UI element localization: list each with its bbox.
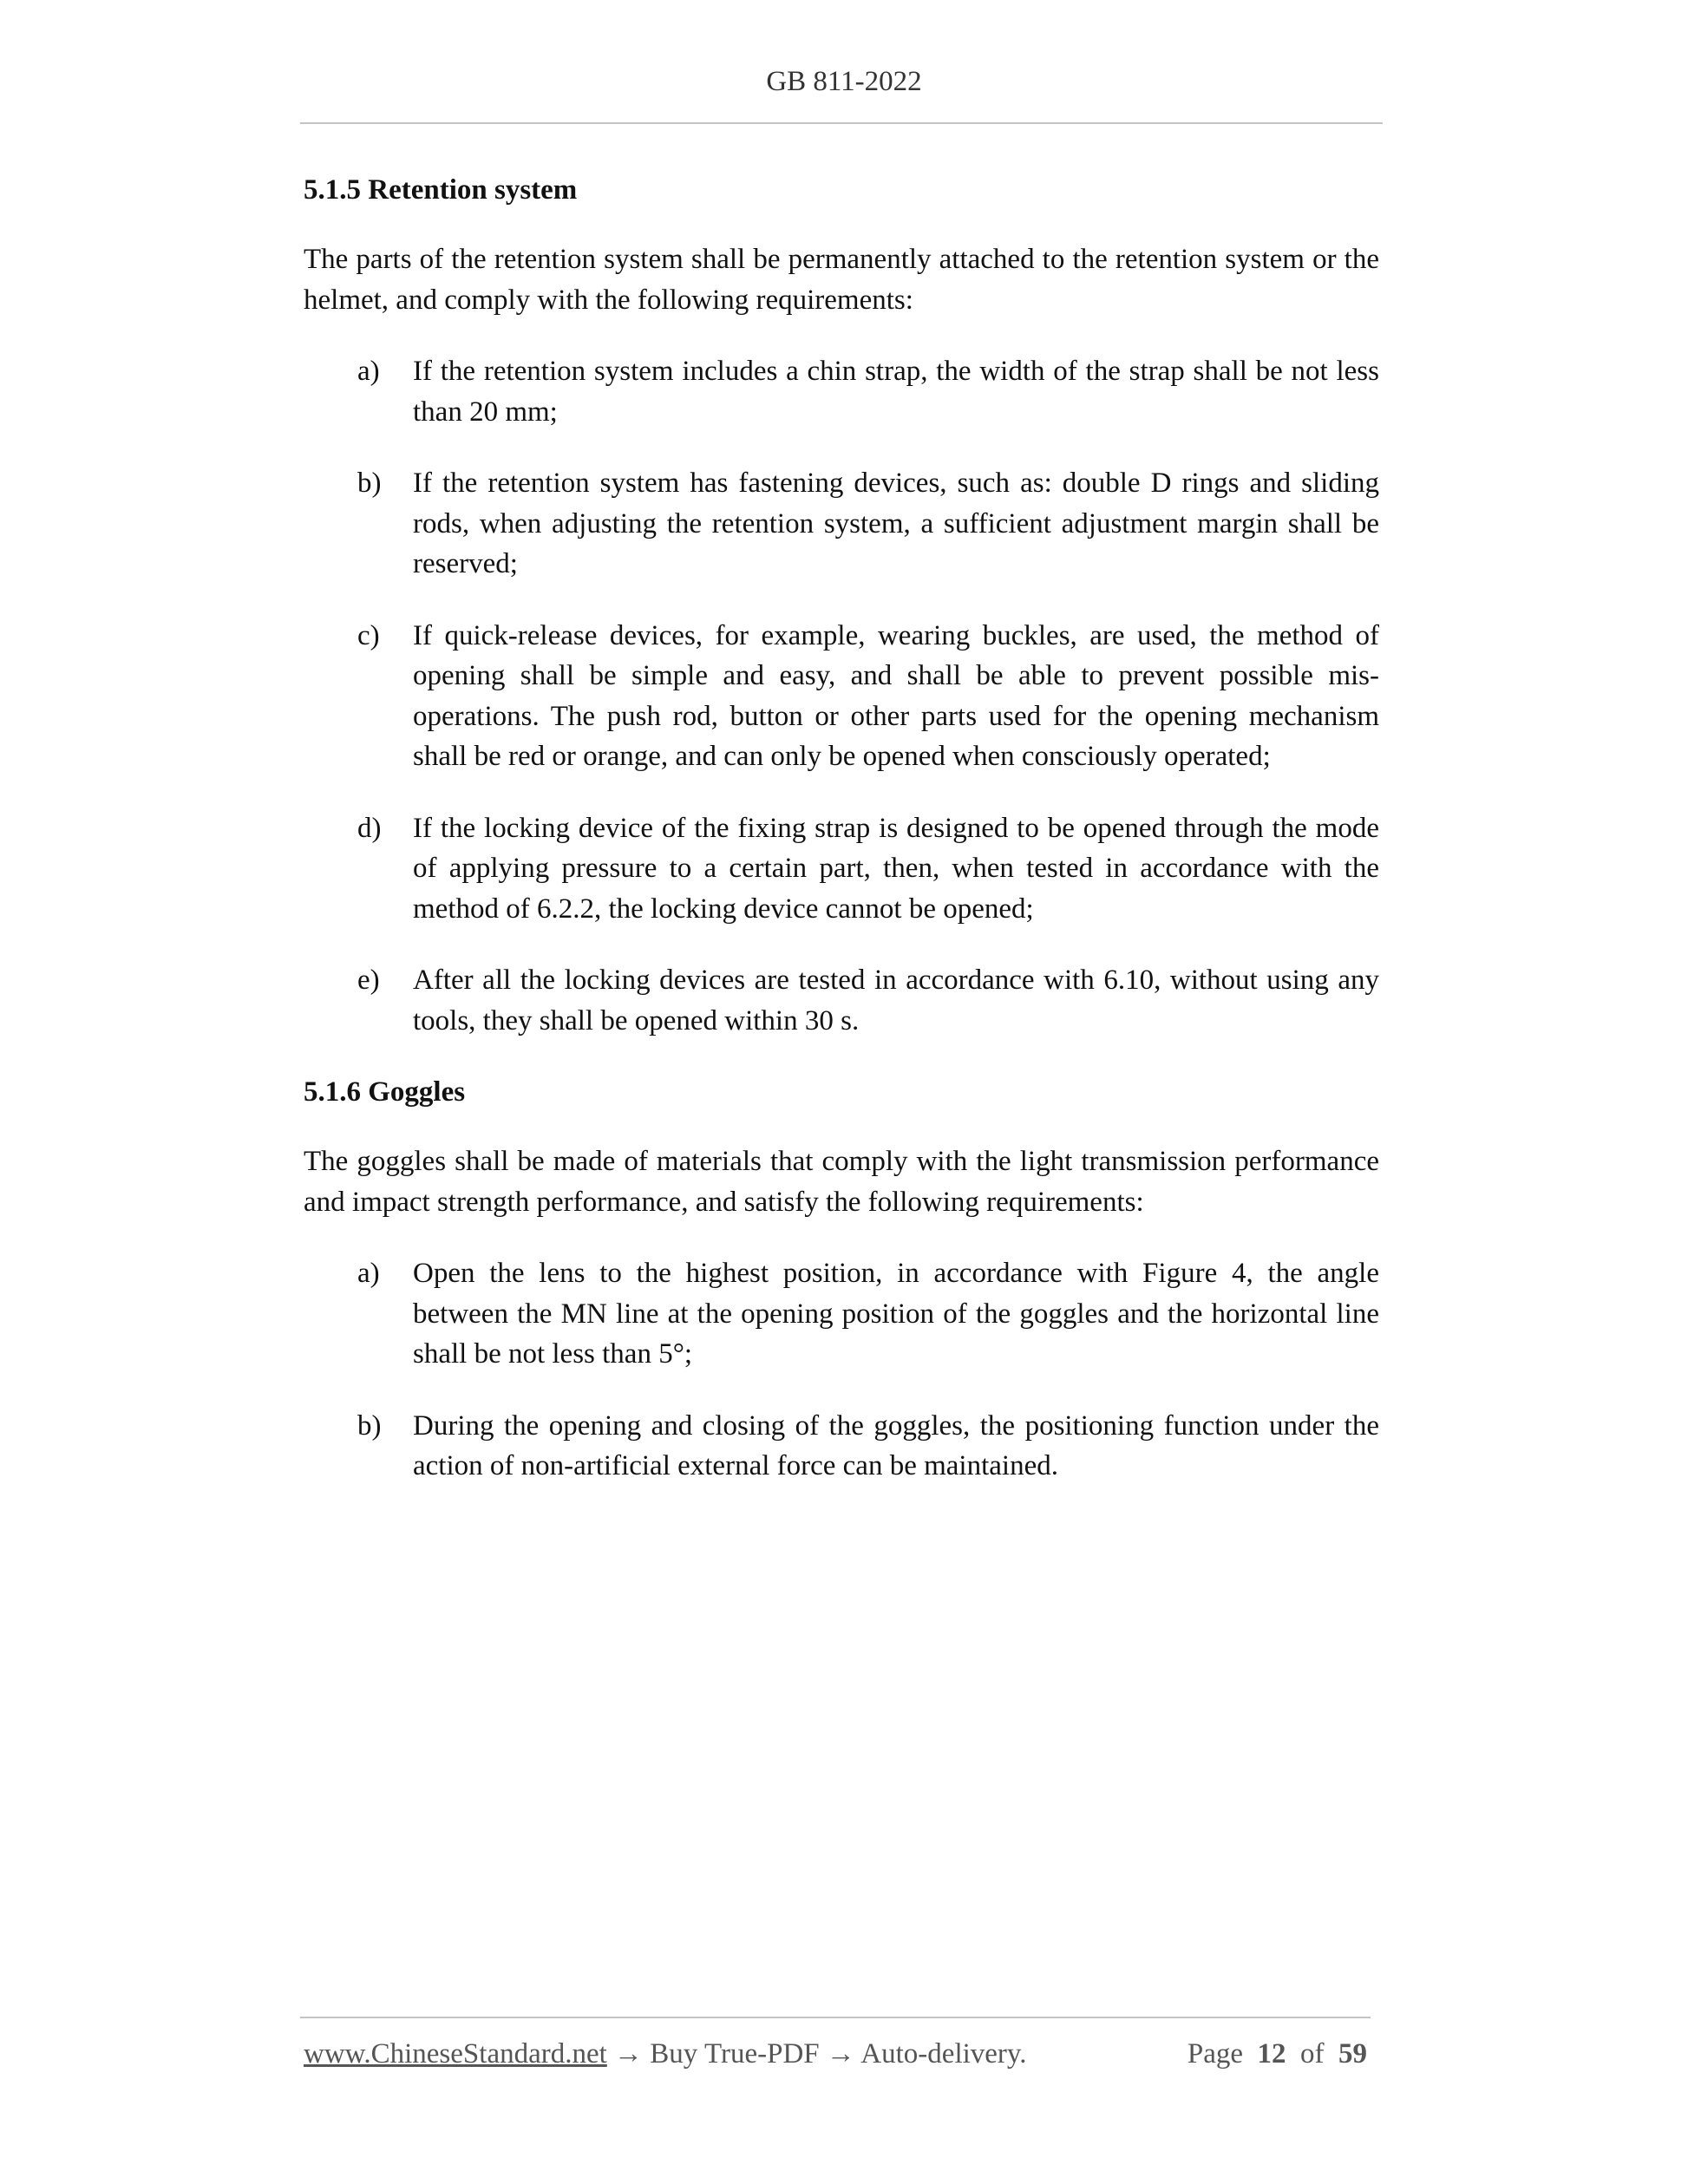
page-label: Page: [1187, 2038, 1243, 2070]
list-item: [304, 1406, 1379, 1487]
list-item-text: If the retention system includes a chin strap, the width of the strap shall be not less than 20 mm;: [413, 356, 1379, 428]
list-marker: c): [357, 619, 380, 651]
list-item: [304, 351, 1379, 432]
list-item: [304, 616, 1379, 777]
list-item-text: If the locking device of the fixing strap is designed to be opened through the mode of applying pressure to a certain part, then, when tested in accordance with the method of 6.2.2, the locking device cannot be opened;: [413, 812, 1379, 925]
list-item-text: Open the lens to the highest position, in accordance with Figure 4, the angle between the MN line at the opening position of the goggles and the horizontal line shall be not less than 5°;: [413, 1258, 1379, 1370]
requirements-list: [304, 1253, 1379, 1487]
section-intro: The parts of the retention system shall be permanently attached to the retention system or the helmet, and comply with the following requirements:: [304, 244, 1379, 316]
list-marker: d): [357, 812, 382, 844]
website-link[interactable]: www.ChineseStandard.net: [304, 2038, 607, 2070]
footer-divider: [300, 2017, 1371, 2018]
list-item: [304, 463, 1379, 585]
page-footer: [304, 2038, 1367, 2070]
footer-promo: [304, 2038, 1027, 2070]
section-heading: 5.1.6 Goggles: [304, 1076, 466, 1108]
list-item: [304, 960, 1379, 1041]
section-goggles: [304, 1072, 1379, 1487]
list-item-text: If the retention system has fastening devices, such as: double D rings and sliding rods, when adjusting the retention system, a sufficient adjustment margin shall be reserved;: [413, 468, 1379, 579]
list-marker: b): [357, 1409, 382, 1442]
requirements-list: [304, 351, 1379, 1041]
list-item: [304, 808, 1379, 930]
footer-trail-text: → Buy True-PDF → Auto-delivery.: [606, 2038, 1027, 2070]
page-number: 12: [1257, 2038, 1286, 2070]
list-marker: b): [357, 468, 382, 499]
section-heading: 5.1.5 Retention system: [304, 174, 578, 206]
list-item: [304, 1253, 1379, 1375]
list-item-text: During the opening and closing of the goggles, the positioning function under the action of non-artificial external force can be maintained.: [413, 1409, 1379, 1481]
page-header: GB 811-2022: [766, 66, 922, 97]
header-divider: [300, 122, 1383, 124]
total-pages: 59: [1338, 2038, 1367, 2070]
list-item-text: If quick-release devices, for example, wearing buckles, are used, the method of opening shall be simple and easy, and shall be able to prevent possible mis-operations. The push rod, button or other parts used for the opening mechanism shall be red or orange, and can only be opened when consciously operated;: [413, 619, 1379, 772]
of-label: of: [1300, 2038, 1325, 2070]
list-marker: e): [357, 964, 380, 996]
document-body: [304, 170, 1379, 1518]
list-item-text: After all the locking devices are tested in accordance with 6.10, without using any tools, they shall be opened within 30 s.: [413, 964, 1379, 1036]
section-intro: The goggles shall be made of materials that comply with the light transmission performance and impact strength performance, and satisfy the following requirements:: [304, 1146, 1379, 1218]
page-indicator: [1187, 2038, 1367, 2070]
section-retention-system: [304, 170, 1379, 1041]
list-marker: a): [357, 356, 380, 387]
list-marker: a): [357, 1258, 380, 1289]
